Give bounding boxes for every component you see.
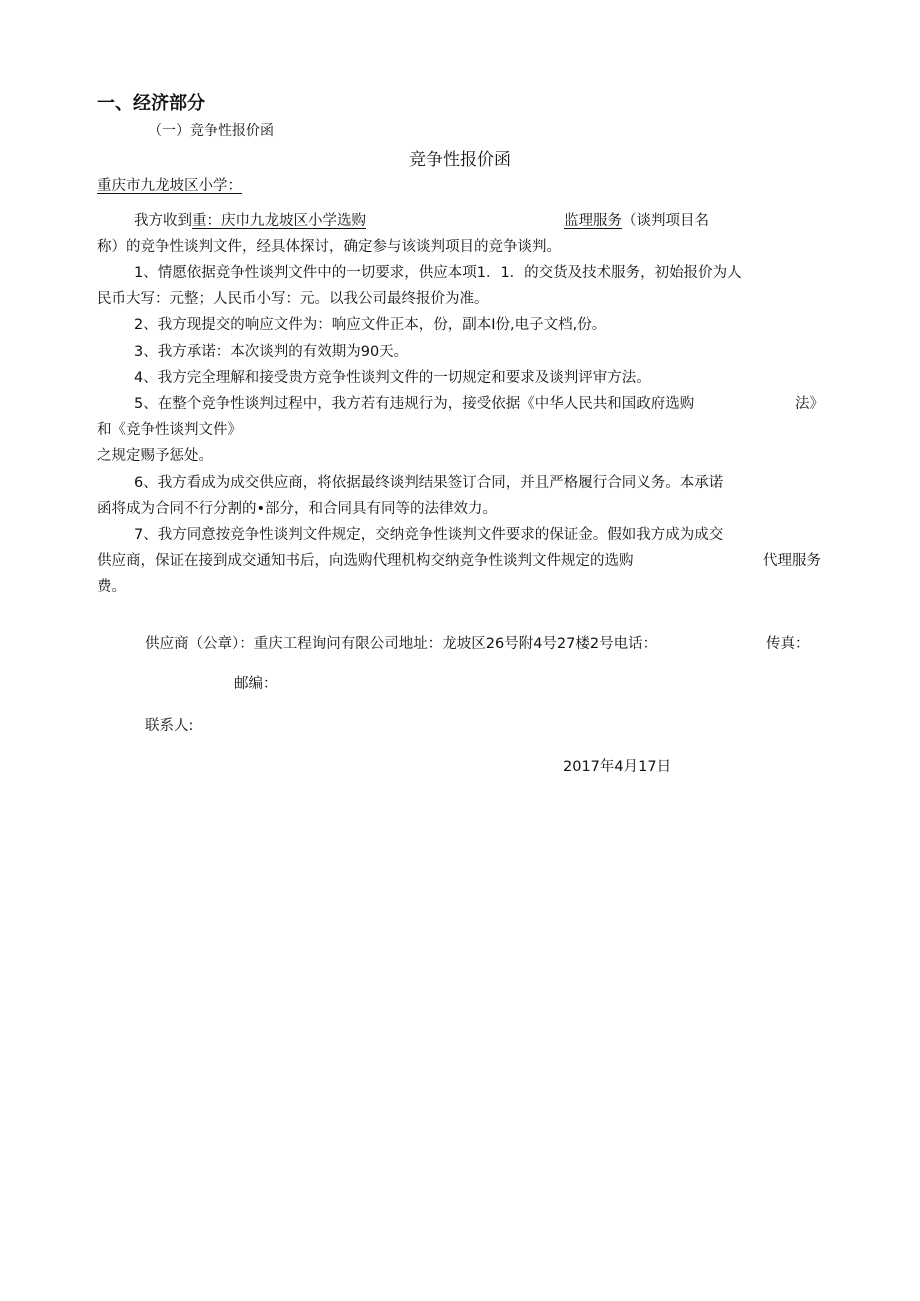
item-3: 3、我方承诺：本次谈判的有效期为90天。: [134, 344, 409, 360]
item-7-line-2: 供应商，保证在接到成交通知书后，向选购代理机构交纳竞争性谈判文件规定的选购: [97, 553, 634, 569]
intro-text: （谈判项目名: [622, 213, 709, 229]
service-type: 监理服务: [564, 213, 622, 229]
supplier-line: 供应商（公章）：重庆工程询问有限公司地址：龙坡区26号附4号27楼2号电话：: [145, 636, 658, 652]
item-4: 4、我方完全理解和接受贵方竞争性谈判文件的一切规定和要求及谈判评审方法。: [134, 370, 651, 386]
intro-text: 我方收到: [134, 213, 192, 229]
item-7-line-2-end: 代理服务: [763, 553, 821, 569]
item-1-line-2: 民币大写：元整；人民币小写：元。以我公司最终报价为准。: [97, 291, 489, 307]
item-5-line-2: 和《竞争性谈判文件》: [97, 422, 242, 438]
signature-date: 2017年4月17日: [563, 759, 672, 775]
item-6-line-2: 函将成为合同不行分割的•部分，和合同具有同等的法律效力。: [97, 501, 498, 517]
postcode-label: 邮编：: [234, 676, 278, 692]
section-heading: 一、经济部分: [97, 93, 205, 114]
item-5-line-1: 5、在整个竞争性谈判过程中，我方若有违规行为，接受依据《中华人民共和国政府选购: [134, 396, 695, 412]
project-name: 重：庆巾九龙坡区小学选购: [192, 213, 366, 229]
addressee: 重庆市九龙坡区小学：: [97, 178, 242, 194]
item-5-line-1-end: 法》: [795, 396, 824, 412]
item-7-line-1: 7、我方同意按竞争性谈判文件规定，交纳竞争性谈判文件要求的保证金。假如我方成为成交: [134, 527, 724, 543]
intro-line-1: [134, 211, 709, 231]
fax-label: 传真：: [766, 636, 810, 652]
intro-line-2: 称）的竞争性谈判文件，经具体探讨，确定参与该谈判项目的竞争谈判。: [97, 239, 561, 255]
item-7-line-3: 费。: [97, 579, 126, 595]
item-5-line-3: 之规定赐予惩处。: [97, 448, 213, 464]
contact-label: 联系人:: [145, 718, 194, 734]
item-1-line-1: 1、情愿依据竞争性谈判文件中的一切要求，供应本项1．1．的交货及技术服务，初始报价为人: [134, 265, 742, 281]
item-2: 2、我方现提交的响应文件为：响应文件正本，份，副本I份,电子文档,份。: [134, 317, 607, 333]
item-6-line-1: 6、我方看成为成交供应商，将依据最终谈判结果签订合同，并且严格履行合同义务。本承诺: [134, 475, 724, 491]
project-name-field: [192, 211, 564, 231]
doc-title: 竞争性报价函: [409, 150, 511, 170]
subsection-heading: （一）竞争性报价函: [148, 123, 274, 139]
